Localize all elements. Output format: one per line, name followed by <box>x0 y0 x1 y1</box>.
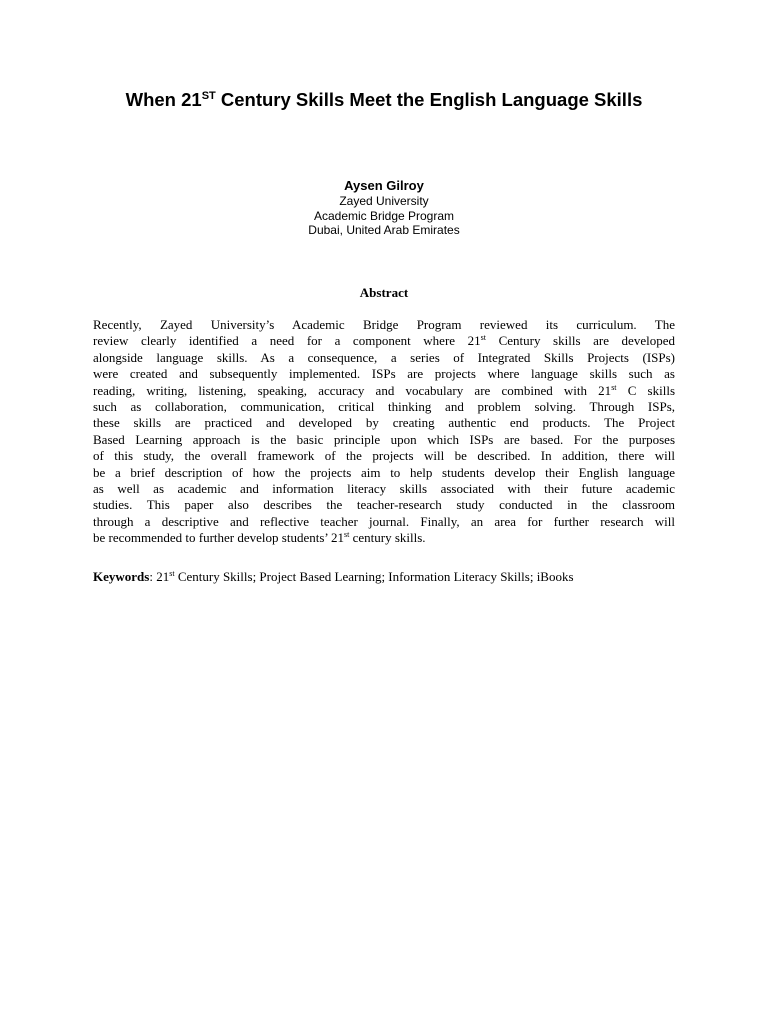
abstract-line: Based Learning approach is the basic principle upon which ISPs are based. For the purposes <box>93 431 675 447</box>
abstract-line: these skills are practiced and developed by creating authentic end products. The Project <box>93 415 675 431</box>
abstract-line-last: be recommended to further develop students’ 21st century skills. <box>93 530 426 546</box>
abstract-line: such as collaboration, communication, critical thinking and problem solving. Through ISPs, <box>93 398 675 414</box>
title-prefix: When 21 <box>125 89 202 110</box>
abstract-line: reading, writing, listening, speaking, accuracy and vocabulary are combined with 21st C skills <box>93 382 675 398</box>
abstract-line: studies. This paper also describes the teacher-research study conducted in the classroom <box>93 497 675 513</box>
keywords-label: Keywords <box>93 569 150 584</box>
title-superscript: ST <box>201 90 216 102</box>
title-suffix: Century Skills Meet the English Language Skills <box>215 89 643 110</box>
keywords-list: Century Skills; Project Based Learning; Information Literacy Skills; iBooks <box>174 569 574 584</box>
abstract-line: alongside language skills. As a consequence, a series of Integrated Skills Projects (ISPs) <box>93 349 675 365</box>
abstract-heading: Abstract <box>359 285 409 300</box>
keywords-line: Keywords: 21st Century Skills; Project Based Learning; Information Literacy Skills; iBooks <box>93 569 574 584</box>
author-block <box>0 178 768 238</box>
abstract-line: be a brief description of how the projects aim to help students develop their English language <box>93 464 675 480</box>
abstract-line: of this study, the overall framework of the projects will be described. In addition, there will <box>93 448 675 464</box>
abstract-line: through a descriptive and reflective teacher journal. Finally, an area for further research will <box>93 513 675 529</box>
abstract-body <box>93 317 675 546</box>
paper-title <box>40 88 728 112</box>
author-affiliation-program: Academic Bridge Program <box>313 208 455 223</box>
abstract-line: were created and subsequently implemented. ISPs are projects where language skills such as <box>93 366 675 382</box>
author-affiliation-university: Zayed University <box>339 194 429 208</box>
abstract-line: review clearly identified a need for a component where 21st Century skills are developed <box>93 333 675 349</box>
author-name: Aysen Gilroy <box>344 178 424 193</box>
abstract-line: as well as academic and information literacy skills associated with their future academic <box>93 480 675 496</box>
abstract-line: Recently, Zayed University’s Academic Bridge Program reviewed its curriculum. The <box>93 317 675 332</box>
author-affiliation-location: Dubai, United Arab Emirates <box>308 223 460 237</box>
